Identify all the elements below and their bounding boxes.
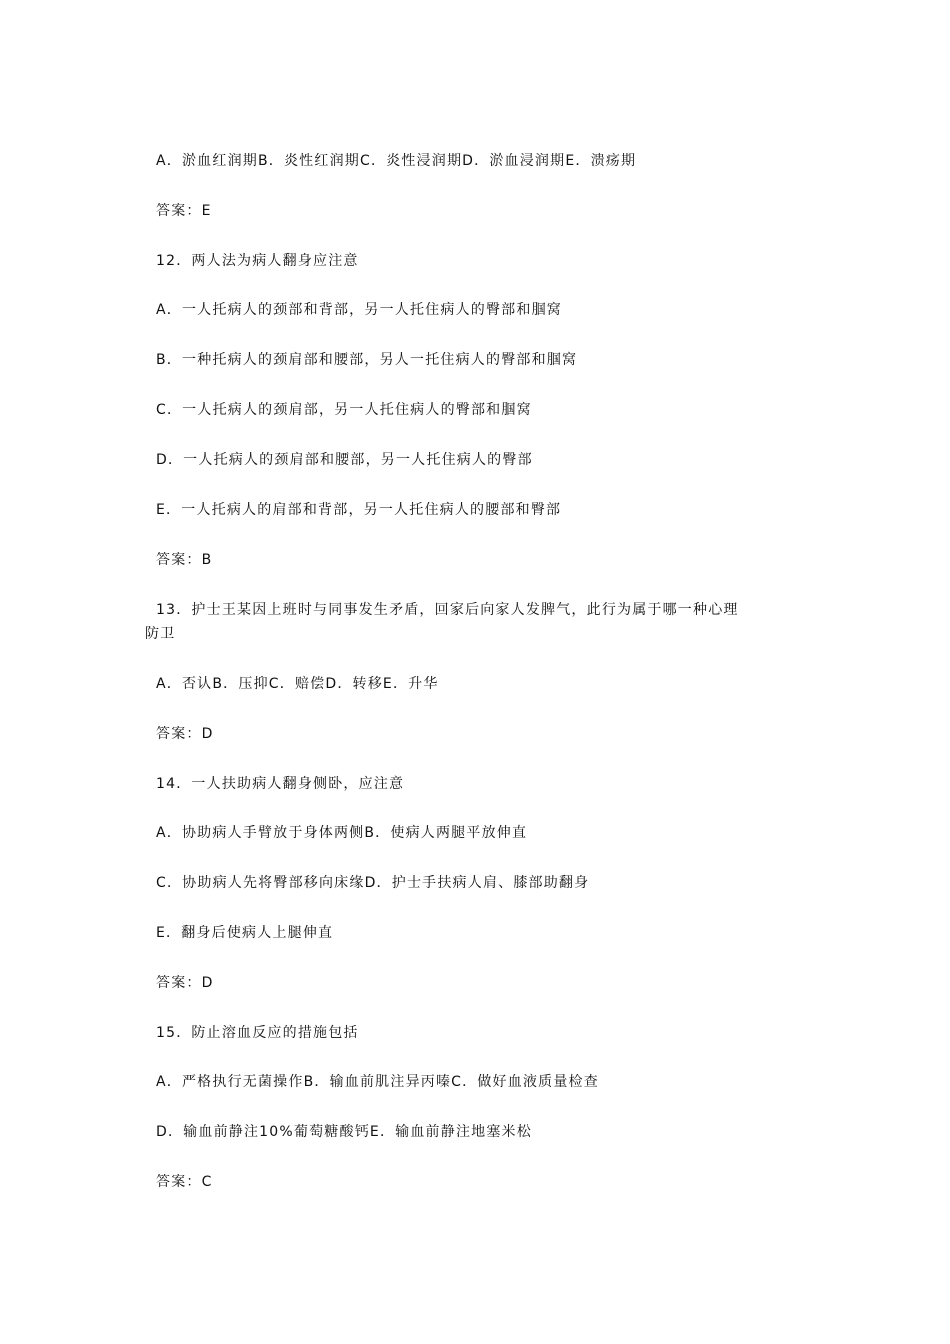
q14-stem: 14．一人扶助病人翻身侧卧，应注意 bbox=[156, 776, 405, 792]
q12-option-e: E．一人托病人的肩部和背部，另一人托住病人的腰部和臀部 bbox=[156, 502, 562, 518]
q12-option-d: D．一人托病人的颈肩部和腰部，另一人托住病人的臀部 bbox=[156, 452, 533, 468]
q12-answer: 答案：B bbox=[156, 552, 213, 568]
q12-option-c: C．一人托病人的颈肩部，另一人托住病人的臀部和腘窝 bbox=[156, 402, 532, 418]
q13-stem-continued: 防卫 bbox=[145, 626, 176, 642]
q14-options-ab: A．协助病人手臂放于身体两侧B．使病人两腿平放伸直 bbox=[156, 825, 528, 841]
q12-option-a: A．一人托病人的颈部和背部，另一人托住病人的臀部和腘窝 bbox=[156, 302, 562, 318]
q13-options: A．否认B．压抑C．赔偿D．转移E．升华 bbox=[156, 676, 439, 692]
q11-options: A．淤血红润期B．炎性红润期C．炎性浸润期D．淤血浸润期E．溃疡期 bbox=[156, 153, 637, 169]
q15-stem: 15．防止溶血反应的措施包括 bbox=[156, 1025, 359, 1041]
q12-option-b: B．一种托病人的颈肩部和腰部，另人一托住病人的臀部和腘窝 bbox=[156, 352, 578, 368]
q15-options-abc: A．严格执行无菌操作B．输血前肌注异丙嗪C．做好血液质量检查 bbox=[156, 1074, 599, 1090]
q14-options-cd: C．协助病人先将臀部移向床缘D．护士手扶病人肩、膝部助翻身 bbox=[156, 875, 590, 891]
q15-options-de: D．输血前静注10%葡萄糖酸钙E．输血前静注地塞米松 bbox=[156, 1124, 532, 1140]
q12-stem: 12．两人法为病人翻身应注意 bbox=[156, 253, 359, 269]
q14-option-e: E．翻身后使病人上腿伸直 bbox=[156, 925, 334, 941]
q11-answer: 答案：E bbox=[156, 203, 212, 219]
q15-answer: 答案：C bbox=[156, 1174, 213, 1190]
q13-stem: 13．护士王某因上班时与同事发生矛盾，回家后向家人发脾气，此行为属于哪一种心理 bbox=[156, 602, 739, 618]
q13-answer: 答案：D bbox=[156, 726, 214, 742]
q14-answer: 答案：D bbox=[156, 975, 214, 991]
